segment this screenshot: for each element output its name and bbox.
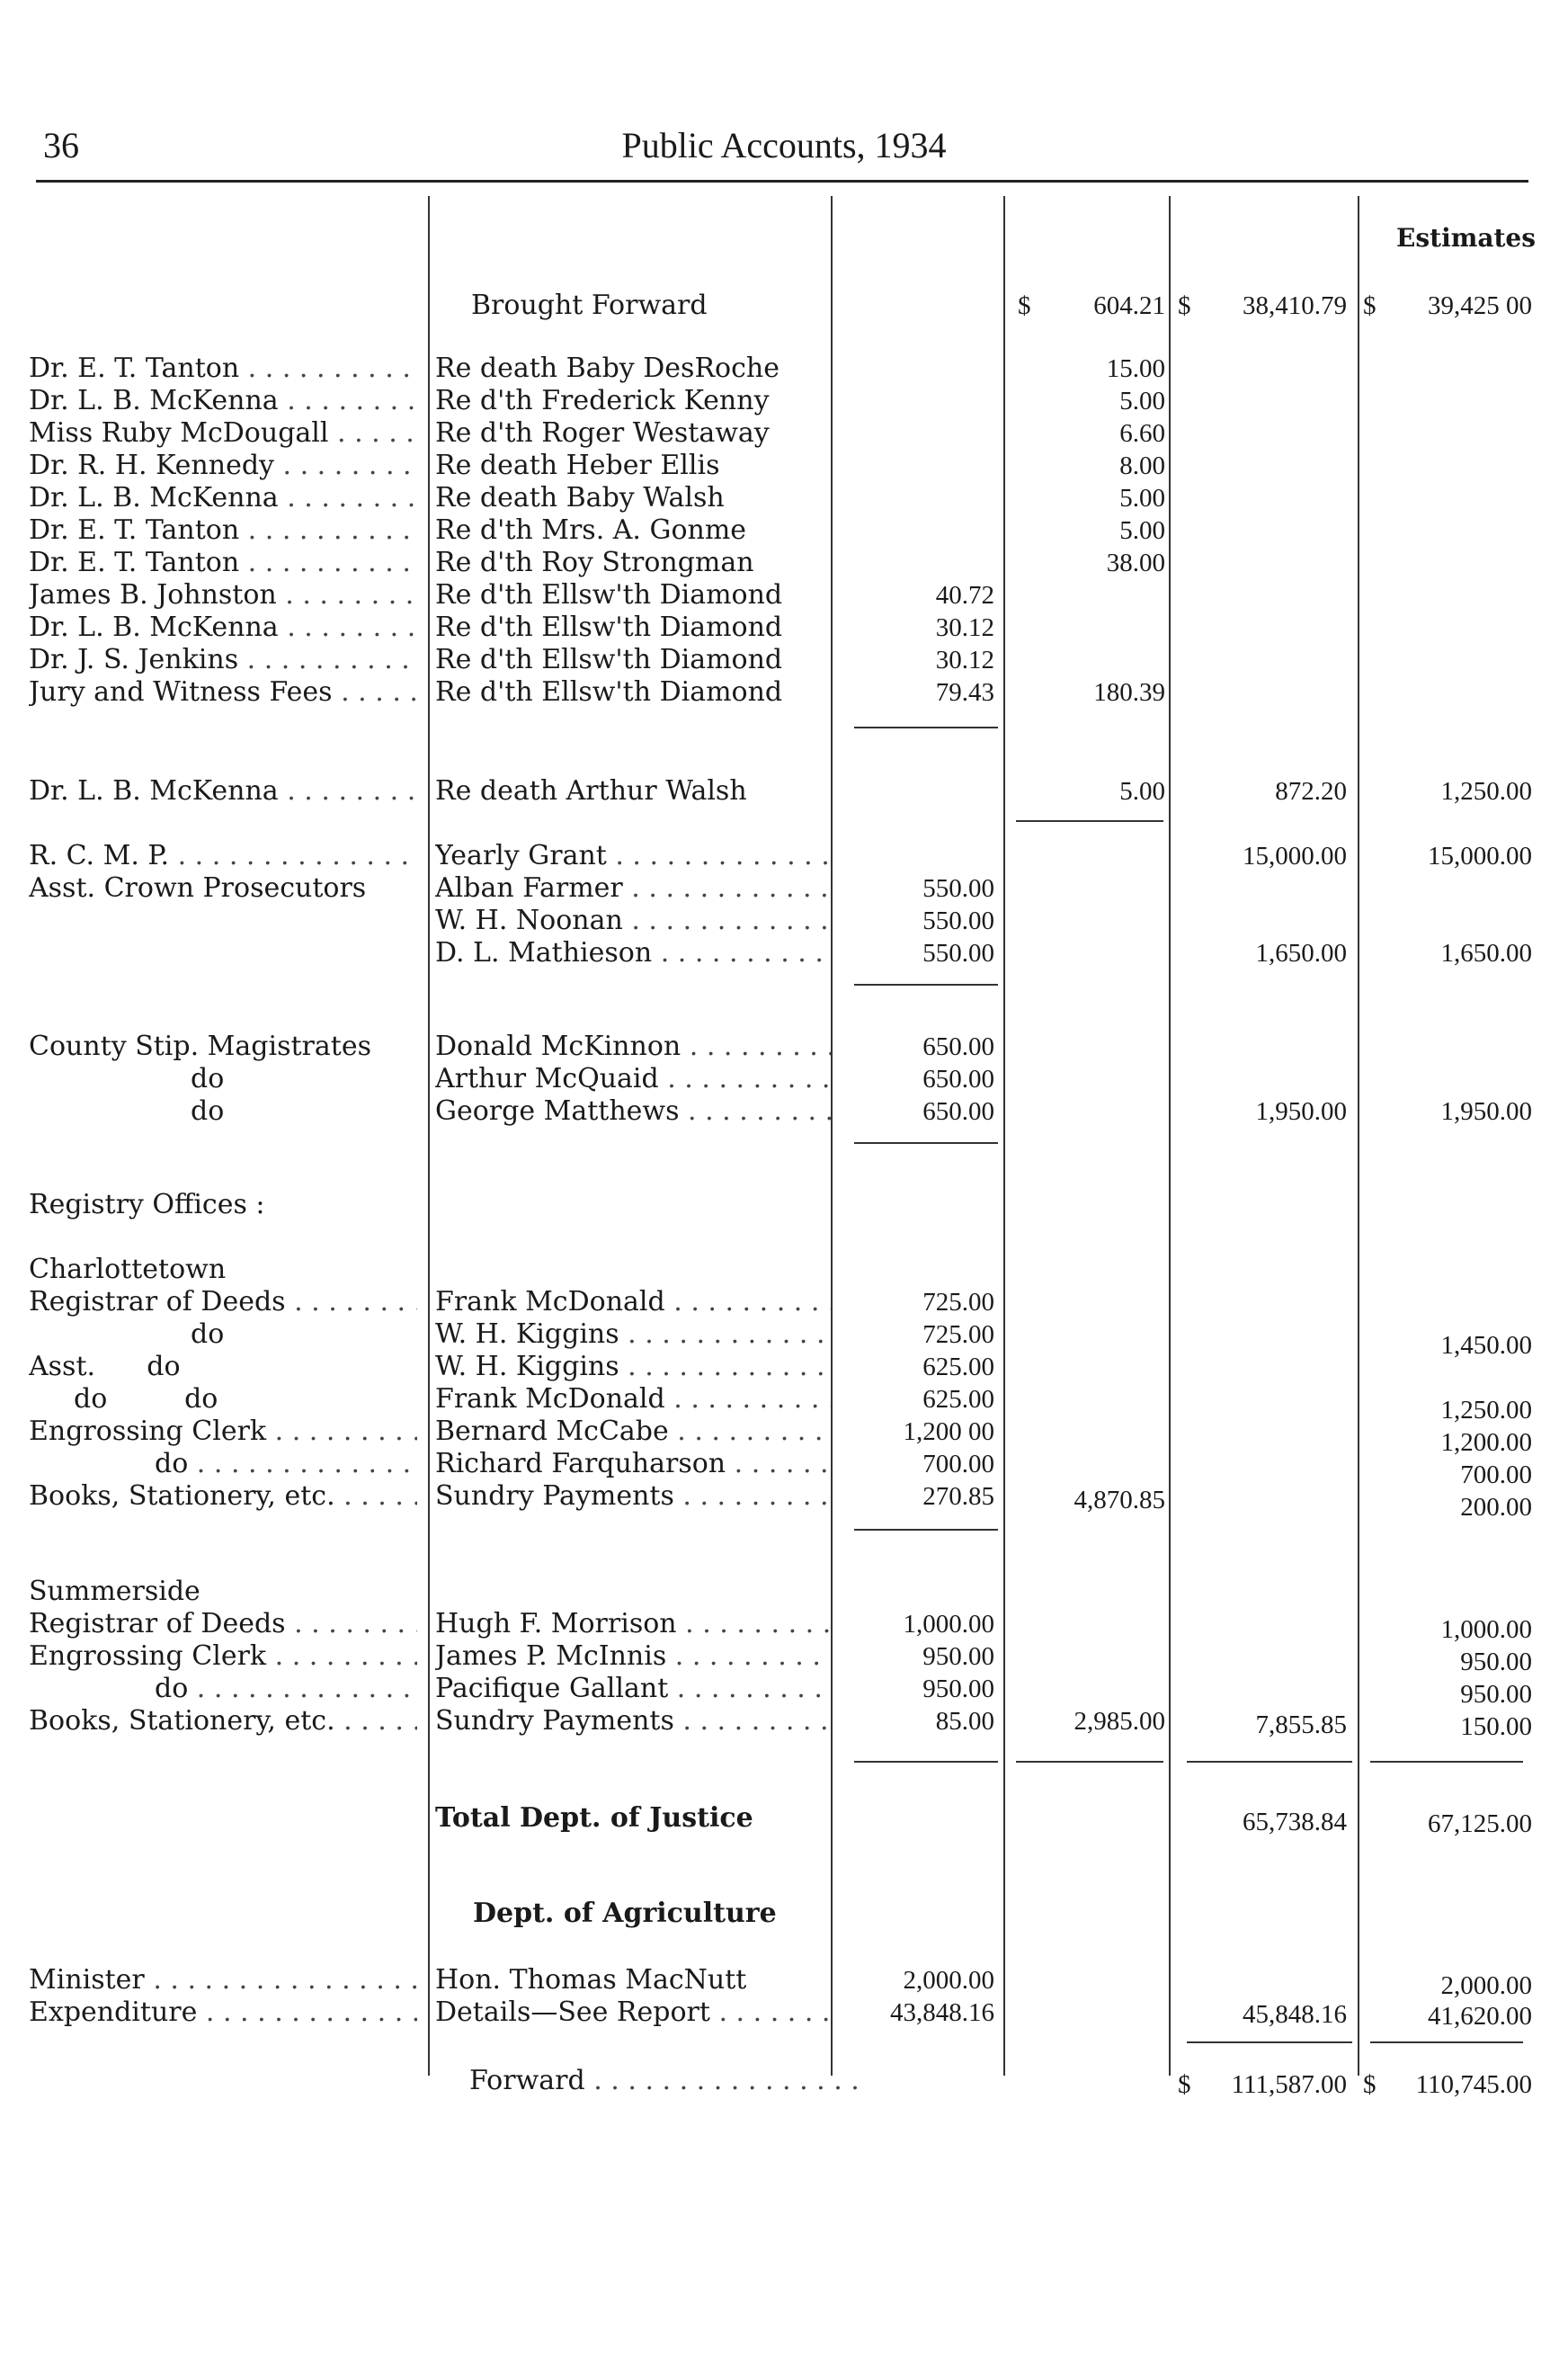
- column-rule-c3: [1358, 196, 1359, 2076]
- row-amount-c1: 43,848.16: [890, 1998, 994, 2027]
- row-label: Books, Stationery, etc. . . .: [29, 1480, 417, 1513]
- row-amount-c3: 7,855.85: [1255, 1710, 1347, 1739]
- total-label: Total Dept. of Justice: [435, 1802, 753, 1834]
- row-description: Re d'th Frederick Kenny: [435, 385, 770, 416]
- subsection-heading: Summerside: [29, 1576, 200, 1607]
- column-rule-desc: [831, 196, 833, 2076]
- row-amount-c1: 550.00: [922, 874, 994, 903]
- row-amount-c4: 950.00: [1460, 1648, 1532, 1676]
- currency-symbol: $: [1363, 291, 1376, 320]
- row-description: Pacifique Gallant . . .: [435, 1673, 831, 1705]
- row-amount-c4: 1,250.00: [1440, 777, 1532, 806]
- column-rule-c1: [1003, 196, 1005, 2076]
- row-description: Re d'th Roy Strongman: [435, 547, 754, 578]
- row-label: do: [191, 1318, 225, 1350]
- row-label: County Stip. Magistrates: [29, 1031, 371, 1062]
- brought-forward-label: Brought Forward: [471, 290, 708, 321]
- page-title: Public Accounts, 1934: [621, 125, 947, 165]
- row-description: Details—See Report . . .: [435, 1996, 831, 2029]
- row-description: Richard Farquharson . . .: [435, 1448, 831, 1480]
- row-label: Dr. J. S. Jenkins . . .: [29, 644, 417, 676]
- row-amount-c2: 2,985.00: [1074, 1707, 1165, 1736]
- row-amount-c1: 30.12: [935, 646, 994, 674]
- row-label: Miss Ruby McDougall . . .: [29, 417, 417, 450]
- row-label: Books, Stationery, etc. . . .: [29, 1705, 417, 1737]
- row-amount-c3: 45,848.16: [1243, 2000, 1347, 2029]
- row-amount-c3: 1,950.00: [1255, 1097, 1347, 1126]
- row-description: Hugh F. Morrison . . .: [435, 1608, 831, 1640]
- row-amount-c4: 1,450.00: [1440, 1331, 1532, 1360]
- row-description: Re death Baby DesRoche: [435, 353, 780, 384]
- subtotal-rule: [854, 1761, 998, 1763]
- total-amount-c3: 65,738.84: [1243, 1808, 1347, 1836]
- row-amount-c2: 5.00: [1119, 777, 1165, 806]
- subtotal-rule: [1187, 1761, 1352, 1763]
- row-amount-c1: 950.00: [922, 1642, 994, 1671]
- currency-symbol: $: [1018, 291, 1031, 320]
- row-amount-c2: 5.00: [1119, 387, 1165, 415]
- row-label: Dr. L. B. McKenna . . .: [29, 775, 417, 808]
- section-heading: Registry Offices :: [29, 1189, 265, 1220]
- row-amount-c1: 725.00: [922, 1320, 994, 1349]
- row-description: Bernard McCabe . . .: [435, 1416, 831, 1448]
- row-amount-c4: 950.00: [1460, 1680, 1532, 1709]
- row-amount-c2: 8.00: [1119, 451, 1165, 480]
- row-label: Asst. Crown Prosecutors: [29, 872, 367, 904]
- row-amount-c3: 872.20: [1275, 777, 1347, 806]
- row-amount-c4: 1,950.00: [1440, 1097, 1532, 1126]
- row-description: Alban Farmer . . .: [435, 872, 831, 905]
- row-description: Re d'th Ellsw'th Diamond: [435, 644, 783, 675]
- row-label: do do: [74, 1383, 218, 1415]
- row-amount-c4: 150.00: [1460, 1712, 1532, 1741]
- subtotal-rule: [854, 1529, 998, 1531]
- row-label: R. C. M. P. . . .: [29, 840, 417, 872]
- row-label: Dr. L. B. McKenna . . .: [29, 612, 417, 644]
- row-label: Dr. L. B. McKenna . . .: [29, 385, 417, 417]
- subtotal-rule: [1370, 2041, 1523, 2043]
- row-amount-c4: 1,000.00: [1440, 1615, 1532, 1644]
- row-description: Sundry Payments . . .: [435, 1480, 831, 1513]
- row-description: Arthur McQuaid . . .: [435, 1063, 831, 1095]
- row-description: W. H. Kiggins . . .: [435, 1351, 831, 1383]
- row-description: Frank McDonald . . .: [435, 1286, 831, 1318]
- brought-forward-c2: 604.21: [1093, 291, 1165, 320]
- total-amount-c4: 67,125.00: [1428, 1809, 1532, 1838]
- row-label: Jury and Witness Fees . . .: [29, 676, 417, 709]
- row-description: Re death Heber Ellis: [435, 450, 720, 481]
- subsection-heading: Charlottetown: [29, 1254, 227, 1285]
- row-label: Dr. R. H. Kennedy . . .: [29, 450, 417, 482]
- row-amount-c4: 2,000.00: [1440, 1971, 1532, 2000]
- row-description: W. H. Kiggins . . .: [435, 1318, 831, 1351]
- row-label: Expenditure . . .: [29, 1996, 417, 2029]
- row-label: do . . .: [29, 1673, 417, 1705]
- currency-symbol: $: [1178, 291, 1191, 320]
- forward-amount-c4: 110,745.00: [1415, 2070, 1532, 2099]
- row-description: Re d'th Mrs. A. Gonme: [435, 514, 747, 546]
- row-amount-c2: 5.00: [1119, 484, 1165, 513]
- row-label: Registrar of Deeds . . .: [29, 1286, 417, 1318]
- column-rule-c2: [1169, 196, 1171, 2076]
- page-number: 36: [43, 125, 79, 165]
- row-amount-c4: 1,650.00: [1440, 939, 1532, 968]
- row-amount-c1: 725.00: [922, 1288, 994, 1317]
- row-label: Dr. E. T. Tanton . . .: [29, 547, 417, 579]
- row-label: do: [191, 1095, 225, 1127]
- row-description: Donald McKinnon . . .: [435, 1031, 831, 1063]
- subtotal-rule: [854, 727, 998, 728]
- row-label: Engrossing Clerk . . .: [29, 1416, 417, 1448]
- row-amount-c1: 30.12: [935, 613, 994, 642]
- row-description: Re death Arthur Walsh: [435, 775, 747, 807]
- row-amount-c1: 1,200 00: [903, 1417, 994, 1446]
- row-label: Dr. E. T. Tanton . . .: [29, 353, 417, 385]
- row-amount-c1: 1,000.00: [903, 1610, 994, 1639]
- row-amount-c3: 15,000.00: [1243, 842, 1347, 871]
- row-amount-c1: 625.00: [922, 1353, 994, 1381]
- row-amount-c2: 38.00: [1106, 549, 1165, 577]
- row-description: Re d'th Ellsw'th Diamond: [435, 579, 783, 611]
- row-amount-c2: 15.00: [1106, 354, 1165, 383]
- forward-label: Forward . . .: [435, 2065, 865, 2097]
- subtotal-rule: [1187, 2041, 1352, 2043]
- brought-forward-c4: 39,425 00: [1428, 291, 1532, 320]
- row-description: D. L. Mathieson . . .: [435, 937, 831, 969]
- row-description: Re death Baby Walsh: [435, 482, 725, 514]
- row-description: Re d'th Ellsw'th Diamond: [435, 676, 783, 708]
- row-description: Sundry Payments . . .: [435, 1705, 831, 1737]
- row-amount-c4: 15,000.00: [1428, 842, 1532, 871]
- subtotal-rule: [854, 984, 998, 986]
- row-amount-c1: 85.00: [935, 1707, 994, 1736]
- row-amount-c4: 41,620.00: [1428, 2002, 1532, 2031]
- row-amount-c2: 6.60: [1119, 419, 1165, 448]
- estimates-heading: Estimates: [1396, 223, 1536, 253]
- row-description: W. H. Noonan . . .: [435, 905, 831, 937]
- row-label: Registrar of Deeds . . .: [29, 1608, 417, 1640]
- row-amount-c2: 4,870.85: [1074, 1486, 1165, 1514]
- section-heading: Dept. of Agriculture: [473, 1898, 777, 1929]
- currency-symbol: $: [1178, 2070, 1191, 2099]
- row-description: Frank McDonald . . .: [435, 1383, 831, 1416]
- subtotal-rule: [1370, 1761, 1523, 1763]
- row-amount-c1: 650.00: [922, 1097, 994, 1126]
- row-label: Engrossing Clerk . . .: [29, 1640, 417, 1673]
- row-amount-c4: 1,250.00: [1440, 1396, 1532, 1425]
- column-rule-label: [428, 196, 430, 2076]
- subtotal-rule: [1016, 820, 1163, 822]
- row-amount-c1: 650.00: [922, 1032, 994, 1061]
- row-amount-c2: 5.00: [1119, 516, 1165, 545]
- subtotal-rule: [854, 1142, 998, 1144]
- row-amount-c1: 550.00: [922, 907, 994, 935]
- row-amount-c1: 700.00: [922, 1450, 994, 1478]
- header-rule: [36, 180, 1528, 183]
- row-label: Dr. E. T. Tanton . . .: [29, 514, 417, 547]
- row-description: Re d'th Roger Westaway: [435, 417, 770, 449]
- row-amount-c1: 650.00: [922, 1065, 994, 1094]
- row-amount-c1: 625.00: [922, 1385, 994, 1414]
- row-label: do . . .: [29, 1448, 417, 1480]
- row-amount-c4: 1,200.00: [1440, 1428, 1532, 1457]
- row-description: George Matthews . . .: [435, 1095, 831, 1128]
- row-description: Hon. Thomas MacNutt: [435, 1964, 747, 1996]
- row-description: Yearly Grant . . .: [435, 840, 831, 872]
- row-label: do: [191, 1063, 225, 1094]
- currency-symbol: $: [1363, 2070, 1376, 2099]
- row-amount-c1: 79.43: [935, 678, 994, 707]
- row-label: James B. Johnston . . .: [29, 579, 417, 612]
- row-label: Minister . . .: [29, 1964, 417, 1996]
- row-label: Dr. L. B. McKenna . . .: [29, 482, 417, 514]
- row-amount-c1: 270.85: [922, 1482, 994, 1511]
- row-description: Re d'th Ellsw'th Diamond: [435, 612, 783, 643]
- subtotal-rule: [1016, 1761, 1163, 1763]
- brought-forward-c3: 38,410.79: [1243, 291, 1347, 320]
- row-description: James P. McInnis . . .: [435, 1640, 831, 1673]
- forward-amount-c3: 111,587.00: [1231, 2070, 1347, 2099]
- row-amount-c4: 200.00: [1460, 1493, 1532, 1522]
- row-amount-c4: 700.00: [1460, 1460, 1532, 1489]
- row-amount-c2: 180.39: [1093, 678, 1165, 707]
- row-amount-c1: 40.72: [935, 581, 994, 610]
- row-label: Asst. do: [29, 1351, 181, 1382]
- row-amount-c1: 2,000.00: [903, 1966, 994, 1995]
- row-amount-c3: 1,650.00: [1255, 939, 1347, 968]
- row-amount-c1: 550.00: [922, 939, 994, 968]
- row-amount-c1: 950.00: [922, 1675, 994, 1703]
